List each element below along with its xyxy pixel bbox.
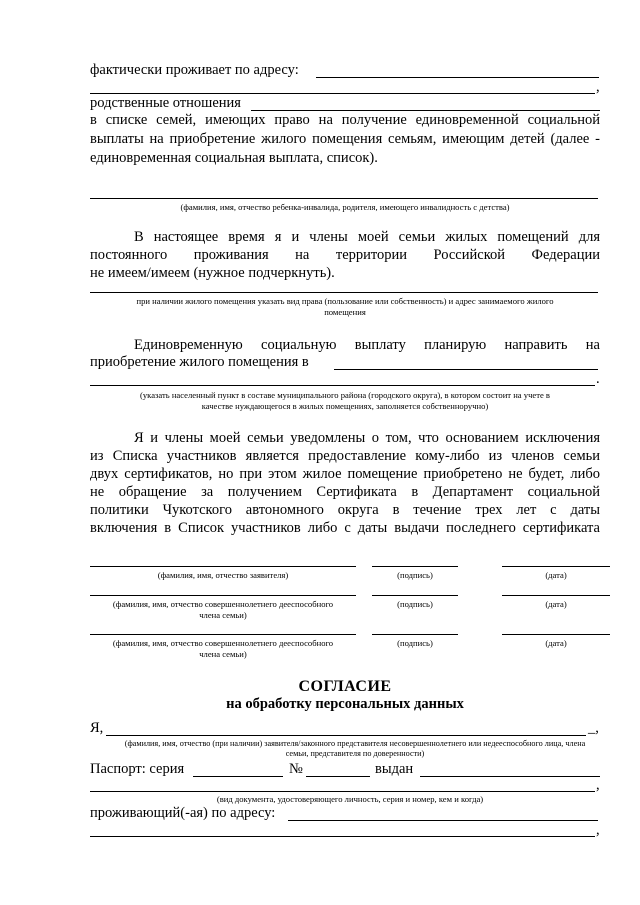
locality-caption-1: (указать населенный пункт в составе муниципального района (городского округа), в котором состоит на учете в bbox=[140, 390, 550, 400]
locality-field[interactable] bbox=[334, 369, 598, 370]
relations-field[interactable] bbox=[251, 110, 600, 111]
passport-number-sign: № bbox=[289, 761, 303, 777]
signature-date-field[interactable] bbox=[502, 595, 610, 596]
signature-sign-field[interactable] bbox=[372, 566, 458, 567]
housing-caption-2: помещения bbox=[324, 307, 366, 317]
living-address-field[interactable] bbox=[288, 820, 598, 821]
signature-name-caption: (фамилия, имя, отчество заявителя) bbox=[157, 570, 289, 580]
passport-number-field[interactable] bbox=[306, 776, 370, 777]
signature-name-caption-2: члена семьи) bbox=[199, 610, 247, 620]
signature-date-field[interactable] bbox=[502, 566, 610, 567]
passport-label: Паспорт: серия bbox=[90, 761, 185, 777]
passport-caption: (вид документа, удостоверяющего личность, серия и номер, кем и когда) bbox=[216, 794, 484, 804]
consent-fio-caption-2: семьи, представителя по доверенности) bbox=[285, 749, 425, 758]
signature-sign-field[interactable] bbox=[372, 595, 458, 596]
notice-line-6: включения в Список участников либо с даты выдачи последнего сертификата bbox=[90, 520, 600, 536]
ya-label: Я, bbox=[90, 720, 104, 736]
address-field-continued[interactable] bbox=[90, 93, 595, 94]
consent-fio-field[interactable] bbox=[106, 735, 586, 736]
passport-comma: , bbox=[596, 777, 600, 793]
notice-line-3: двух сертификатов, но при этом жилое помещение приобретено не будет, либо bbox=[90, 466, 600, 482]
signature-date-caption: (дата) bbox=[545, 570, 567, 580]
locality-caption-2: качестве нуждающегося в жилых помещениях, заполняется собственноручно) bbox=[201, 401, 489, 411]
living-label: проживающий(-ая) по адресу: bbox=[90, 805, 276, 821]
signature-name-field[interactable] bbox=[90, 566, 356, 567]
issued-by-field[interactable] bbox=[420, 776, 600, 777]
notice-line-1: Я и члены моей семьи уведомлены о том, что основанием исключения bbox=[134, 430, 600, 446]
notice-line-2: из Списка участников является предоставление кому-либо из членов семьи bbox=[90, 448, 600, 464]
housing-line-3: не имеем/имеем (нужное подчеркнуть). bbox=[90, 265, 335, 281]
housing-caption-1: при наличии жилого помещения указать вид права (пользование или собственность) и адрес занимаемого жилого bbox=[136, 296, 554, 306]
housing-line-2: постоянного проживания на территории Российской Федерации bbox=[90, 247, 600, 263]
signature-sign-caption: (подпись) bbox=[397, 570, 433, 580]
passport-details-field[interactable] bbox=[90, 791, 595, 792]
payment-line-2: приобретение жилого помещения в bbox=[90, 354, 309, 370]
consent-title: СОГЛАСИЕ bbox=[298, 678, 392, 695]
period: . bbox=[596, 371, 600, 387]
consent-subtitle: на обработку персональных данных bbox=[226, 696, 464, 712]
ya-end: _, bbox=[588, 720, 599, 736]
living-comma: , bbox=[596, 822, 600, 838]
signature-name-field[interactable] bbox=[90, 634, 356, 635]
signature-date-field[interactable] bbox=[502, 634, 610, 635]
family-list-line-2: выплаты на приобретение жилого помещения семьям, имеющим детей (далее - bbox=[90, 131, 600, 147]
notice-line-4: не обращение за получением Сертификата в Департамент социальной bbox=[90, 484, 600, 500]
notice-line-5: политики Чукотского автономного округа в течение трех лет с даты bbox=[90, 502, 600, 518]
relations-label: родственные отношения bbox=[90, 95, 241, 111]
signature-name-field[interactable] bbox=[90, 595, 356, 596]
family-list-line-3: единовременная социальная выплата, список). bbox=[90, 150, 378, 166]
payment-line-1: Единовременную социальную выплату планирую направить на bbox=[134, 337, 600, 353]
consent-fio-caption-1: (фамилия, имя, отчество (при наличии) заявителя/законного представителя несовершеннолетнего или недееспособного лица, члена bbox=[124, 739, 586, 748]
child-fio-caption: (фамилия, имя, отчество ребенка-инвалида, родителя, имеющего инвалидность с детства) bbox=[180, 202, 510, 212]
signature-sign-field[interactable] bbox=[372, 634, 458, 635]
signature-name-caption: (фамилия, имя, отчество совершеннолетнего дееспособного bbox=[112, 638, 334, 648]
living-address-field-continued[interactable] bbox=[90, 836, 595, 837]
signature-sign-caption: (подпись) bbox=[397, 638, 433, 648]
address-field[interactable] bbox=[316, 77, 599, 78]
signature-sign-caption: (подпись) bbox=[397, 599, 433, 609]
signature-name-caption: (фамилия, имя, отчество совершеннолетнего дееспособного bbox=[112, 599, 334, 609]
address-label: фактически проживает по адресу: bbox=[90, 62, 299, 78]
locality-field-continued[interactable] bbox=[90, 385, 595, 386]
signature-name-caption-2: члена семьи) bbox=[199, 649, 247, 659]
signature-date-caption: (дата) bbox=[545, 638, 567, 648]
passport-series-field[interactable] bbox=[193, 776, 283, 777]
family-list-line-1: в списке семей, имеющих право на получение единовременной социальной bbox=[90, 112, 600, 128]
housing-field[interactable] bbox=[90, 292, 598, 293]
comma: , bbox=[596, 79, 600, 95]
issued-label: выдан bbox=[375, 761, 414, 777]
housing-line-1: В настоящее время я и члены моей семьи жилых помещений для bbox=[134, 229, 600, 245]
signature-date-caption: (дата) bbox=[545, 599, 567, 609]
child-fio-field[interactable] bbox=[90, 198, 598, 199]
